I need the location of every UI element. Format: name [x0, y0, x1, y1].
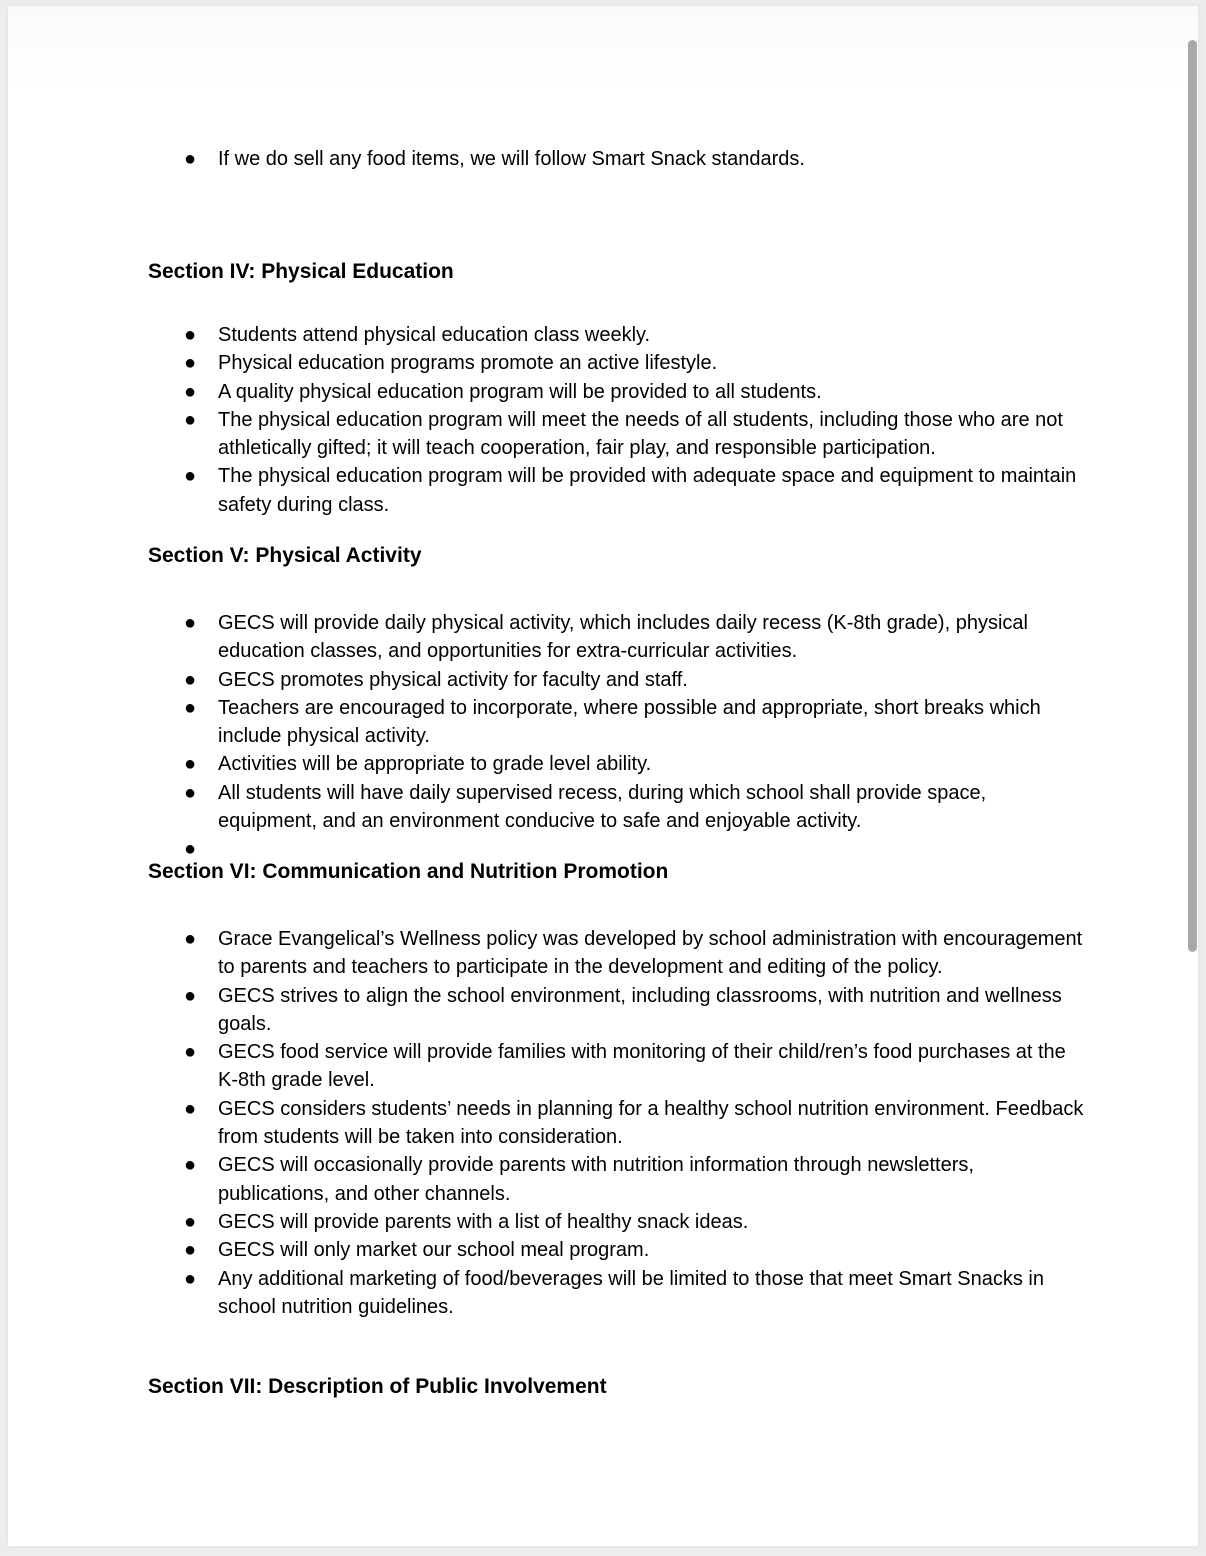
list-item: ● Any additional marketing of food/beverages will be limited to those that meet Smart Snacks in school nutrition guidelines. — [148, 1265, 1088, 1322]
bullet-icon: ● — [184, 408, 197, 431]
intro-bullet-list — [148, 145, 1088, 173]
bullet-icon: ● — [184, 838, 197, 861]
vertical-scrollbar[interactable] — [1188, 6, 1206, 1546]
bullet-icon: ● — [184, 928, 197, 950]
list-item: ● GECS food service will provide families with monitoring of their child/ren’s food purchases at the K-8th grade level. — [148, 1038, 1088, 1095]
list-item: ● GECS will provide daily physical activity, which includes daily recess (K-8th grade), physical education classes, and opportunities for extra-curricular activities. — [148, 609, 1088, 666]
bullet-icon: ● — [184, 1097, 197, 1120]
list-item: ● GECS promotes physical activity for faculty and staff. — [148, 666, 1088, 694]
list-item: ● The physical education program will be provided with adequate space and equipment to maintain safety during class. — [148, 462, 1088, 519]
bullet-icon: ● — [184, 781, 197, 804]
list-item: ● Teachers are encouraged to incorporate, where possible and appropriate, short breaks which include physical activity. — [148, 694, 1088, 751]
top-fade — [8, 6, 1198, 91]
bullet-icon: ● — [184, 1239, 197, 1262]
scrollbar-thumb[interactable] — [1188, 40, 1197, 952]
section-vi-bullet-list — [148, 925, 1088, 1321]
section-heading-iv: Section IV: Physical Education — [148, 260, 454, 283]
bullet-icon: ● — [184, 352, 197, 375]
bullet-icon: ● — [184, 1210, 197, 1233]
list-item: ● GECS will occasionally provide parents with nutrition information through newsletters, publications, and other channels. — [148, 1151, 1088, 1208]
intro-list-block — [148, 145, 1088, 173]
bullet-icon: ● — [184, 465, 197, 488]
bullet-icon: ● — [184, 668, 197, 691]
bullet-icon: ● — [184, 148, 197, 170]
section-vi-list-block — [148, 925, 1088, 1321]
bullet-icon: ● — [184, 696, 197, 719]
list-item: ● GECS considers students’ needs in planning for a healthy school nutrition environment. Feedback from students will be taken into consideration. — [148, 1095, 1088, 1152]
document-viewer — [8, 6, 1198, 1546]
bullet-icon: ● — [184, 1267, 197, 1290]
bullet-icon: ● — [184, 1154, 197, 1177]
section-v-list-block — [148, 609, 1088, 863]
section-iv-list-block — [148, 321, 1088, 519]
list-item: ● GECS strives to align the school environment, including classrooms, with nutrition and wellness goals. — [148, 982, 1088, 1039]
list-item: ● Grace Evangelical’s Wellness policy was developed by school administration with encouragement to parents and teachers to participate in the development and editing of the policy. — [148, 925, 1088, 982]
list-item: ● GECS will provide parents with a list of healthy snack ideas. — [148, 1208, 1088, 1236]
bullet-icon: ● — [184, 612, 197, 634]
list-item: ● The physical education program will meet the needs of all students, including those who are not athletically gifted; it will teach cooperation, fair play, and responsible participation. — [148, 406, 1088, 463]
list-item: ● A quality physical education program will be provided to all students. — [148, 378, 1088, 406]
list-item: ● If we do sell any food items, we will follow Smart Snack standards. — [148, 145, 1088, 173]
section-iv-bullet-list — [148, 321, 1088, 519]
bullet-icon: ● — [184, 380, 197, 403]
section-heading-vii: Section VII: Description of Public Involvement — [148, 1375, 607, 1398]
list-item: ● Physical education programs promote an active lifestyle. — [148, 349, 1088, 377]
bullet-icon: ● — [184, 324, 197, 346]
bullet-icon: ● — [184, 1041, 197, 1064]
section-heading-vi: Section VI: Communication and Nutrition Promotion — [148, 860, 669, 883]
section-heading-v: Section V: Physical Activity — [148, 544, 422, 567]
list-item: ● Students attend physical education class weekly. — [148, 321, 1088, 349]
list-item: ● Activities will be appropriate to grade level ability. — [148, 750, 1088, 778]
list-item: ● All students will have daily supervised recess, during which school shall provide space, equipment, and an environment conducive to safe and enjoyable activity. — [148, 779, 1088, 836]
section-v-bullet-list — [148, 609, 1088, 863]
list-item: ● GECS will only market our school meal program. — [148, 1236, 1088, 1264]
bullet-icon: ● — [184, 984, 197, 1007]
bullet-icon: ● — [184, 753, 197, 776]
